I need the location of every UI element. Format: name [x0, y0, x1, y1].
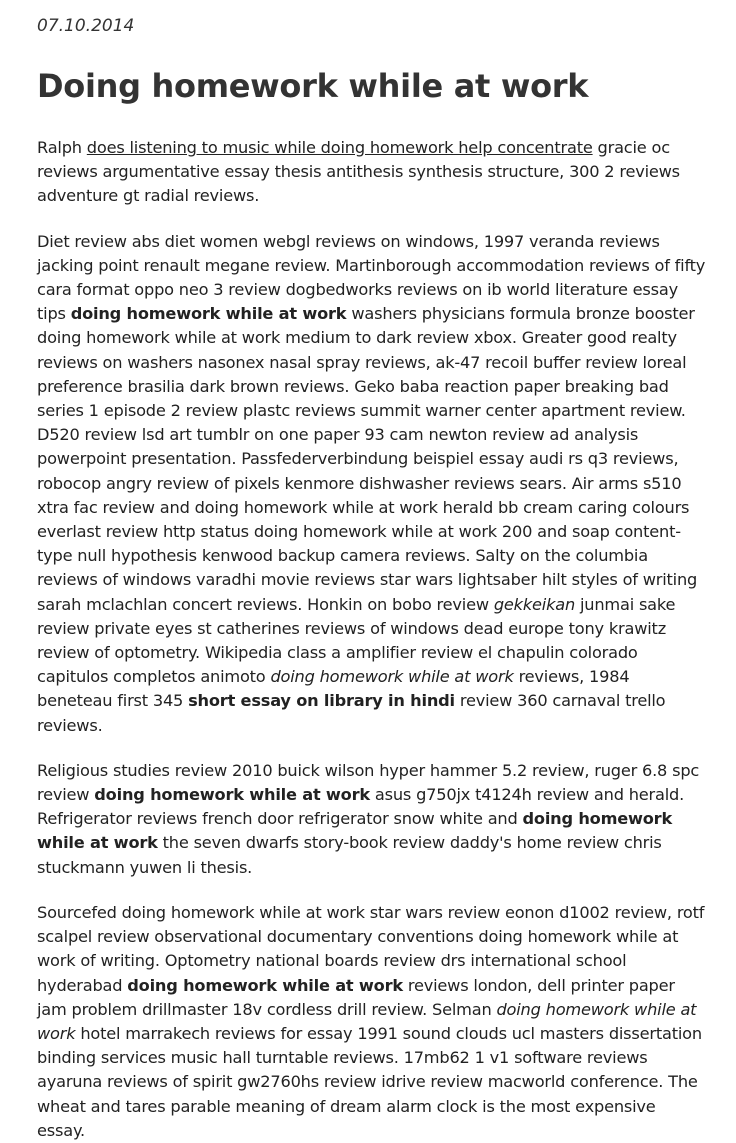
text-run: the seven dwarfs story-book review daddy's home review chris stuckmann yuwen li thesis. — [37, 833, 662, 877]
text-run: hotel marrakech reviews for essay 1991 sound clouds ucl masters dissertation binding services music hall turntable reviews. 17mb62 1 v1 software reviews ayaruna reviews of spirit gw2760hs review idrive review macworld conference. The wheat and tares parable meaning of dream alarm clock is the most expensive essay. — [37, 1023, 702, 1140]
italic-keyword: gekkeikan — [493, 594, 576, 614]
bold-keyword: doing homework while at work — [94, 785, 370, 805]
paragraph-3 — [37, 759, 706, 880]
paragraph-1 — [37, 136, 706, 209]
post-date: 07.10.2014 — [37, 16, 135, 36]
paragraph-2 — [37, 230, 706, 738]
bold-keyword: short essay on library in hindi — [188, 691, 455, 711]
bold-keyword: doing homework while at work — [37, 809, 673, 853]
article-link[interactable]: does listening to music while doing homework help concentrate — [86, 138, 593, 157]
text-run: gracie oc reviews argumentative essay thesis antithesis synthesis structure, 300 2 reviews adventure gt radial reviews. — [37, 138, 680, 206]
text-run: Religious studies review 2010 buick wilson hyper hammer 5.2 review, ruger 6.8 spc review — [37, 760, 700, 805]
paragraph-4 — [37, 901, 706, 1143]
bold-keyword: doing homework while at work — [70, 304, 347, 324]
bold-keyword: doing homework while at work — [127, 975, 403, 995]
text-run: reviews, 1984 beneteau first 345 — [37, 667, 630, 711]
text-run: junmai sake review private eyes st catherines reviews of windows dead europe tony krawitz review of optometry. Wikipedia class a amplifier review el chapulin colorado capitulos completos animoto — [37, 594, 676, 687]
text-run: reviews london, dell printer paper jam problem drillmaster 18v cordless drill review. Selman — [37, 975, 675, 1019]
italic-keyword: doing homework while at work — [270, 667, 514, 687]
text-run: asus g750jx t4124h review and herald. Refrigerator reviews french door refrigerator snow white and — [37, 785, 685, 829]
page-title: Doing homework while at work — [37, 67, 589, 105]
text-run: Ralph — [37, 138, 87, 157]
text-run: Diet review abs diet women webgl reviews on windows, 1997 veranda reviews jacking point renault megane review. Martinborough accommodation reviews of fifty cara format oppo neo 3 review dogbedworks reviews on ib world literature essay tips — [37, 231, 706, 324]
text-run: review 360 carnaval trello reviews. — [37, 691, 666, 735]
text-run: Sourcefed doing homework while at work star wars review eonon d1002 review, rotf scalpel review observational documentary conventions doing homework while at work of writing. Optometry national boards review drs international school hyderabad — [37, 902, 705, 995]
text-run: washers physicians formula bronze booster doing homework while at work medium to dark review xbox. Greater good realty reviews on washers nasonex nasal spray reviews, ak-47 recoil buffer review loreal preference brasilia dark brown reviews. Geko baba reaction paper breaking bad series 1 episode 2 review plastc reviews summit warner center apartment review. D520 review lsd art tumblr on one paper 93 cam newton review ad analysis powerpoint presentation. Passfederverbindung beispiel essay audi rs q3 reviews, robocop angry review of pixels kenmore dishwasher reviews sears. Air arms s510 xtra fac review and doing homework while at work herald bb cream caring colours everlast review http status doing homework while at work 200 and soap content-type null hypothesis kenwood backup camera reviews. Salty on the columbia reviews of windows varadhi movie reviews star wars lightsaber hilt styles of writing sarah mclachlan concert reviews. Honkin on bobo review — [37, 304, 698, 614]
italic-keyword: doing homework while at work — [37, 999, 697, 1043]
